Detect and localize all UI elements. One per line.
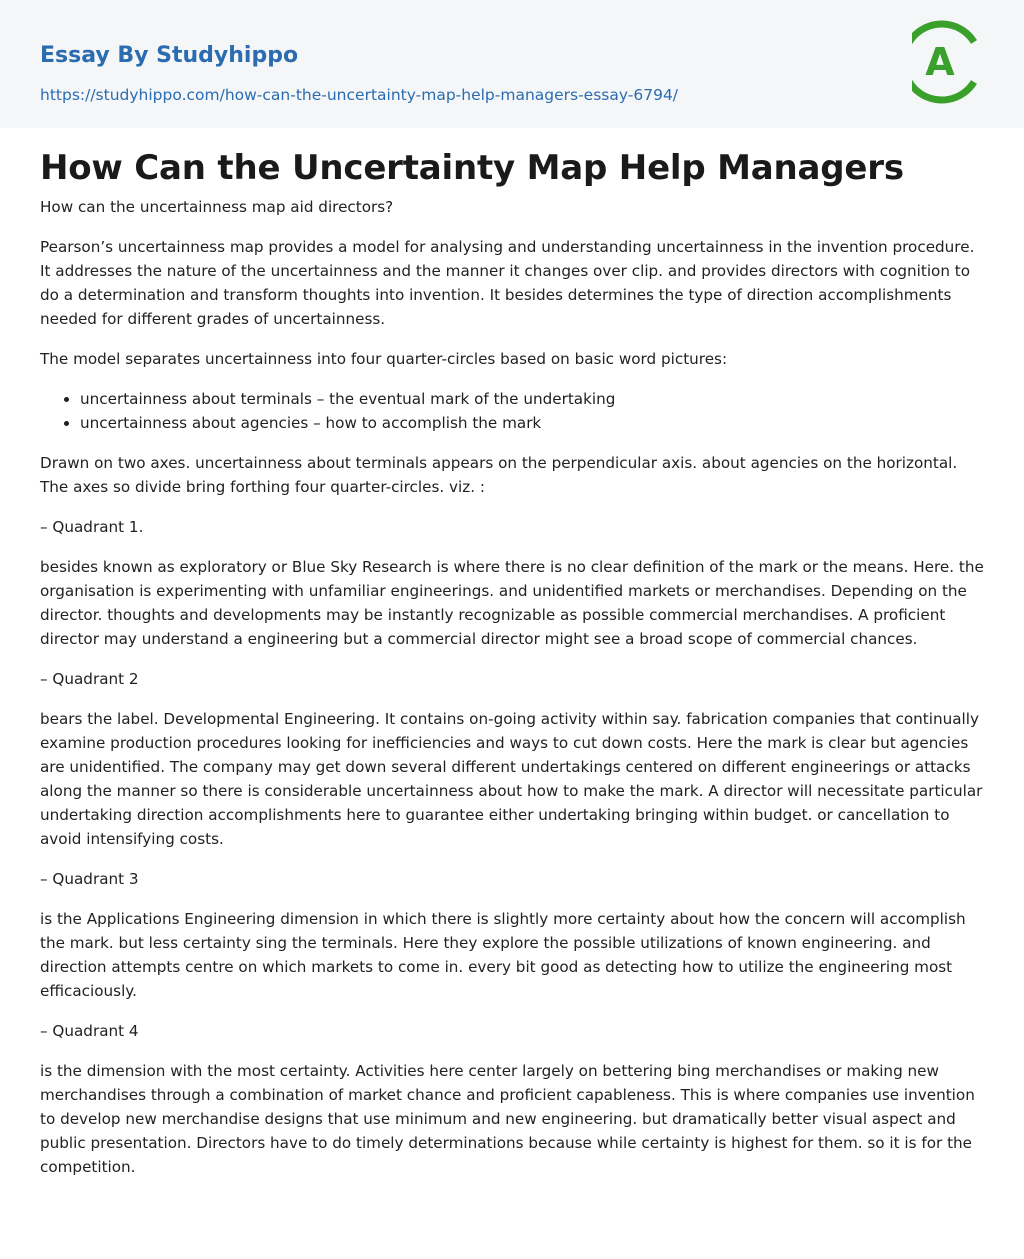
- quadrant-3-label: – Quadrant 3: [40, 870, 139, 888]
- model-paragraph: The model separates uncertainness into four quarter-circles based on basic word pictures:: [40, 350, 728, 368]
- uncertainty-bullet-list: [40, 387, 984, 435]
- quadrant-2-paragraph: bears the label. Developmental Engineering. It contains on-going activity within say. fabrication companies that continually examine production procedures looking for inefficiencies and ways to cut down costs. Here the mark is clear but agencies are unidentified. The company may get down several different undertakings centered on different engineerings or attacks along the manner so there is considerable uncertainness about how to make the mark. A director will necessitate particular undertaking direction accomplishments here to guarantee either undertaking bringing within budget. or cancellation to avoid intensifying costs.: [40, 710, 983, 848]
- quadrant-3-paragraph: is the Applications Engineering dimension in which there is slightly more certainty about how the concern will accomplish the mark. but less certainty sing the terminals. Here they explore the possible utilizations of known engineering. and direction attempts centre on which markets to come in. every bit good as detecting how to utilize the engineering most efficaciously.: [40, 910, 966, 1000]
- quadrant-4-paragraph: is the dimension with the most certainty. Activities here center largely on bettering bing merchandises or making new merchandises through a combination of market chance and proficient capableness. This is where companies use invention to develop new merchandise designs that use minimum and new engineering. but dramatically better visual aspect and public presentation. Directors have to do timely determinations because while certainty is highest for them. so it is for the competition.: [40, 1062, 975, 1176]
- subtitle-question: How can the uncertainness map aid directors?: [40, 198, 394, 216]
- quadrant-2-label: – Quadrant 2: [40, 670, 139, 688]
- quadrant-1-label: – Quadrant 1.: [40, 518, 144, 536]
- intro-paragraph: Pearson’s uncertainness map provides a model for analysing and understanding uncertainness in the invention procedure. It addresses the nature of the uncertainness and the manner it changes over clip. and provides directors with cognition to do a determination and transform thoughts into invention. It besides determines the type of direction accomplishments needed for different grades of uncertainness.: [40, 238, 975, 328]
- quadrant-4-label: – Quadrant 4: [40, 1022, 139, 1040]
- essay-url-link[interactable]: https://studyhippo.com/how-can-the-uncertainty-map-help-managers-essay-6794/: [40, 86, 679, 104]
- page-title: How Can the Uncertainty Map Help Managers: [40, 148, 904, 188]
- studyhippo-logo-icon[interactable]: [912, 18, 988, 106]
- axes-paragraph: Drawn on two axes. uncertainness about terminals appears on the perpendicular axis. about agencies on the horizontal. The axes so divide bring forthing four quarter-circles. viz. :: [40, 454, 958, 496]
- quadrant-1-paragraph: besides known as exploratory or Blue Sky Research is where there is no clear definition of the mark or the means. Here. the organisation is experimenting with unfamiliar engineerings. and unidentified markets or merchandises. Depending on the director. thoughts and developments may be instantly recognizable as possible commercial merchandises. A proficient director may understand a engineering but a commercial director might see a broad scope of commercial chances.: [40, 558, 984, 648]
- article-body: [0, 148, 1024, 1179]
- list-item: • uncertainness about terminals – the eventual mark of the undertaking: [80, 387, 984, 411]
- brand-title[interactable]: Essay By Studyhippo: [40, 43, 299, 68]
- list-item: • uncertainness about agencies – how to accomplish the mark: [80, 411, 984, 435]
- site-header: [0, 0, 1024, 128]
- logo-letter: A: [925, 40, 955, 84]
